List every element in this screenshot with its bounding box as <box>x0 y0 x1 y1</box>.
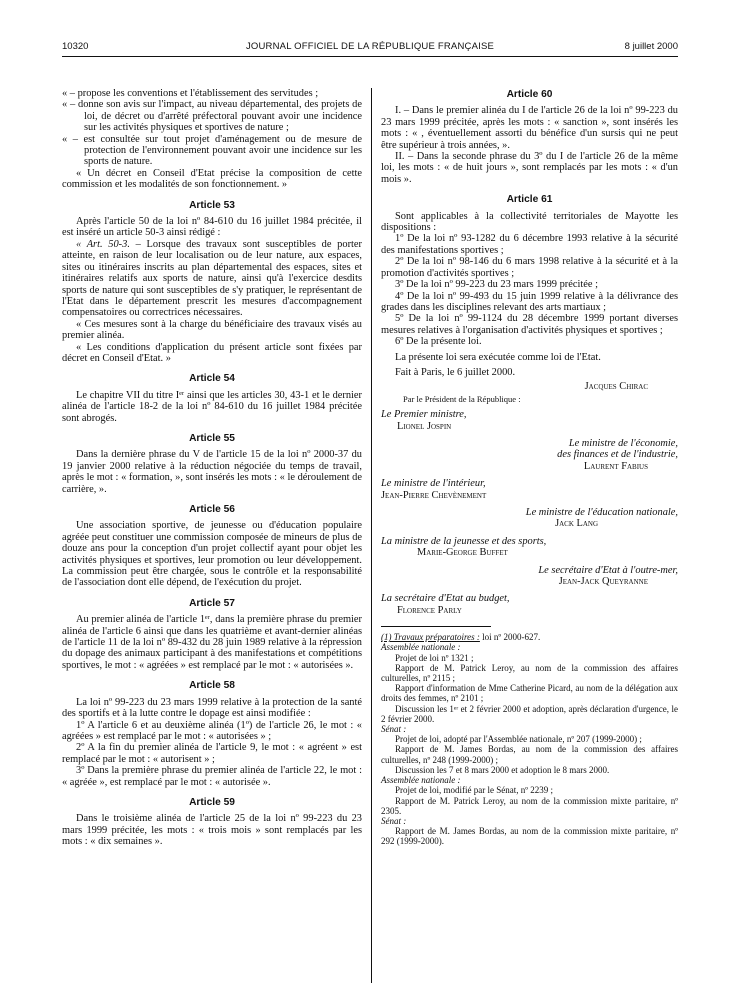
president-name: Jacques Chirac <box>584 381 648 393</box>
article-heading: Article 60 <box>506 89 553 100</box>
paragraph: 3º De la loi nº 99-223 du 23 mars 1999 précitée ; <box>395 279 598 291</box>
dash-item: « – est consultée sur tout projet d'aménagement ou de mesure de protection de l'environnement pouvant avoir une incidence sur les sports de nature. <box>62 133 362 168</box>
signatory-title: Le ministre de l'éducation nationale, <box>525 507 678 518</box>
paragraph: 4º De la loi nº 99-493 du 15 juin 1999 relative à la délivrance des grades dans les disciplines relevant des arts martiaux ; <box>381 290 678 313</box>
footnote-item: Discussion les 7 et 8 mars 2000 et adoption le 8 mars 2000. <box>395 764 610 775</box>
article-heading: Article 58 <box>189 680 235 692</box>
paragraph: 5º De la loi nº 99-1124 du 28 décembre 1999 portant diverses mesures relatives à l'organisation d'activités physiques et sportives ; <box>381 313 678 336</box>
column-divider <box>371 88 372 983</box>
signatory-title: Le secrétaire d'Etat à l'outre-mer, <box>538 564 678 576</box>
article-label: « Art. 50-3. <box>76 238 130 250</box>
footnote-text: loi nº 2000-627. <box>479 632 541 643</box>
paragraph: « Ces mesures sont à la charge du bénéficiaire des travaux visés au premier alinéa. <box>62 318 362 342</box>
signatory-title: Le ministre de l'économie, <box>568 437 678 449</box>
paragraph: I. – Dans le premier alinéa du I de l'article 26 de la loi nº 99-223 du 23 mars 1999 précitée, après les mots : « sanction », sont insérés les mots : « , éventuellement assorti du bénéfice d'un sursis qui ne peut être supérieur à trois années, ». <box>381 105 678 151</box>
dash-item: « – propose les conventions et l'établissement des servitudes ; <box>62 88 319 99</box>
article-heading: Article 61 <box>506 194 553 206</box>
signatory-name: Jack Lang <box>555 518 598 530</box>
signatory-title: Le ministre de l'intérieur, <box>381 478 486 490</box>
signatory-title: Le Premier ministre, <box>381 409 467 421</box>
footnotes <box>381 632 678 846</box>
paragraph: Dans la dernière phrase du V de l'article 15 de la loi nº 2000-37 du 19 janvier 2000 relative à la réduction négociée du temps de travail, après le mot : « formation, », sont insérés les mots : « le déroulement de carrière, ». <box>62 449 362 495</box>
footnote-rule <box>381 626 491 627</box>
paragraph: La présente loi sera exécutée comme loi de l'Etat. <box>395 351 601 363</box>
article-heading: Article 59 <box>189 796 235 808</box>
chamber-heading: Assemblée nationale : <box>381 775 461 786</box>
signature-date: Fait à Paris, le 6 juillet 2000. <box>395 366 516 378</box>
signatory-name: Jean-Pierre Chevènement <box>381 489 487 501</box>
signatory-name: Lionel Jospin <box>397 420 452 432</box>
paragraph <box>62 239 362 319</box>
article-heading: Article 56 <box>189 504 235 515</box>
left-column <box>62 64 362 848</box>
signatory-title: des finances et de l'industrie, <box>557 449 678 461</box>
paragraph: 2º De la loi nº 98-146 du 6 mars 1998 relative à la sécurité et à la promotion d'activités sportives ; <box>381 256 678 279</box>
footnote-item: Projet de loi nº 1321 ; <box>395 652 474 663</box>
paragraph: Dans le troisième alinéa de l'article 25 de la loi nº 99-223 du 23 mars 1999 précitée, les mots : « trois mois » sont remplacés par les mots : « dix semaines ». <box>62 813 362 848</box>
par-le-president: Par le Président de la République : <box>403 393 521 404</box>
footnote-item: Projet de loi, adopté par l'Assemblée nationale, nº 207 (1999-2000) ; <box>395 734 642 745</box>
paragraph: 3º Dans la première phrase du premier alinéa de l'article 22, le mot : « agréée », est remplacé par le mot : « autorisée ». <box>62 765 362 788</box>
footnote-item: Discussion les 1ᵉʳ et 2 février 2000 et adoption, après déclaration d'urgence, le 2 février 2000. <box>381 703 678 724</box>
paragraph: 2º A la fin du premier alinéa de l'article 9, le mot : « agréent » est remplacé par le mot : « autorisent » ; <box>62 742 362 765</box>
signatory-name: Marie-George Buffet <box>417 547 508 559</box>
footnote-item: Rapport de M. Patrick Leroy, au nom de la commission des affaires culturelles, nº 2115 ; <box>381 662 678 684</box>
footnote-item: Rapport d'information de Mme Catherine Picard, au nom de la délégation aux droits des femmes, nº 2101 ; <box>381 683 678 704</box>
signatory-name: Florence Parly <box>397 604 462 616</box>
signatory-title: La secrétaire d'Etat au budget, <box>381 593 510 605</box>
chamber-heading: Sénat : <box>381 724 407 735</box>
paragraph: Le chapitre VII du titre Iᵉʳ ainsi que les articles 30, 43-1 et le dernier alinéa de l'article 18-2 de la loi nº 84-610 du 16 juillet 1984 précitée sont abrogés. <box>62 389 362 424</box>
paragraph: Au premier alinéa de l'article 1ᵉʳ, dans la première phrase du premier alinéa de l'article 6 ainsi que dans les quatrième et avant-dernier alinéas de l'article 11 de la loi nº 89-432 du 28 juin 1989 relative à la répression du dopage des animaux participant à des manifestations et compétitions sportives, le mot : « agréées » est remplacé par le mot : « autorisées ». <box>62 614 362 671</box>
page-number: 10320 <box>62 41 89 52</box>
paragraph-text: – Lorsque des travaux sont susceptibles de porter atteinte, en raison de leur localisation ou de leur nature, aux espaces, sites ou itinéraires inscrits au plan départemental des espaces, sites et itinéraires relatifs aux sports de nature, ainsi qu'à l'exercice desdits sports de nature qui sont susceptibles de s'y pratiquer, le représentant de l'Etat dans le département prescrit les mesures d'accompagnement compensatoires ou correctrices nécessaires. <box>62 238 362 319</box>
article-heading: Article 54 <box>189 373 235 385</box>
paragraph: La loi nº 99-223 du 23 mars 1999 relative à la protection de la santé des sportifs et à la lutte contre le dopage est ainsi modifiée : <box>62 696 362 720</box>
signatory-title: La ministre de la jeunesse et des sports, <box>381 535 547 547</box>
paragraph: « Un décret en Conseil d'Etat précise la composition de cette commission et les modalités de son fonctionnement. » <box>62 167 362 191</box>
footnote-item: Projet de loi, modifié par le Sénat, nº 2239 ; <box>395 785 554 796</box>
article-heading: Article 57 <box>189 597 235 609</box>
paragraph: Une association sportive, de jeunesse ou d'éducation populaire agréée peut constituer une commission composée de mineurs de plus de douze ans pour la conception d'un projet collectif ayant pour objet les activités physiques et sportives, leur promotion ou leur développement. La commission peut être chargée, sous le contrôle et la responsabilité de l'association dont elle dépend, de l'exécution du projet. <box>62 520 362 589</box>
paragraph: 1º A l'article 6 et au deuxième alinéa (1º) de l'article 26, le mot : « agréées » est remplacé par le mot : « autorisées » ; <box>62 719 362 742</box>
footnote-label: (1) Travaux préparatoires : <box>381 632 480 643</box>
footnote-item: Rapport de M. Patrick Leroy, au nom de la commission mixte paritaire, nº 2305. <box>381 795 678 816</box>
signatory-name: Laurent Fabius <box>583 460 648 472</box>
footnote-item: Rapport de M. James Bordas, au nom de la commission des affaires culturelles, nº 248 (1999-2000) ; <box>381 744 678 765</box>
signatory-name: Jean-Jack Queyranne <box>558 576 648 588</box>
paragraph: « Les conditions d'application du présent article sont fixées par décret en Conseil d'Etat. » <box>62 341 362 364</box>
paragraph: 1º De la loi nº 93-1282 du 6 décembre 1993 relative à la sécurité des manifestations sportives ; <box>381 233 678 256</box>
paragraph: II. – Dans la seconde phrase du 3º du I de l'article 26 de la même loi, les mots : « de huit jours », sont remplacés par les mots : « d'un mois ». <box>381 151 678 185</box>
chamber-heading: Sénat : <box>381 815 407 826</box>
chamber-heading: Assemblée nationale : <box>381 642 461 653</box>
paragraph: Sont applicables à la collectivité territoriales de Mayotte les dispositions : <box>381 210 678 234</box>
issue-date: 8 juillet 2000 <box>624 41 678 52</box>
paragraph: 6º De la présente loi. <box>395 336 482 348</box>
page-header <box>62 41 678 55</box>
journal-title: JOURNAL OFFICIEL DE LA RÉPUBLIQUE FRANÇAISE <box>245 41 495 52</box>
paragraph: Après l'article 50 de la loi nº 84-610 du 16 juillet 1984 précitée, il est inséré un article 50-3 ainsi rédigé : <box>62 216 362 239</box>
right-column <box>381 64 678 847</box>
article-heading: Article 53 <box>189 199 235 211</box>
footnote-item: Rapport de M. James Bordas, au nom de la commission mixte paritaire, nº 292 (1999-2000). <box>381 826 678 847</box>
dash-item: « – donne son avis sur l'impact, au niveau départemental, des projets de loi, de décret ou d'arrêté préfectoral pouvant avoir une incidence sur les activités physiques et sportives de nature ; <box>62 99 362 134</box>
header-rule <box>62 56 678 57</box>
article-heading: Article 55 <box>189 432 235 444</box>
